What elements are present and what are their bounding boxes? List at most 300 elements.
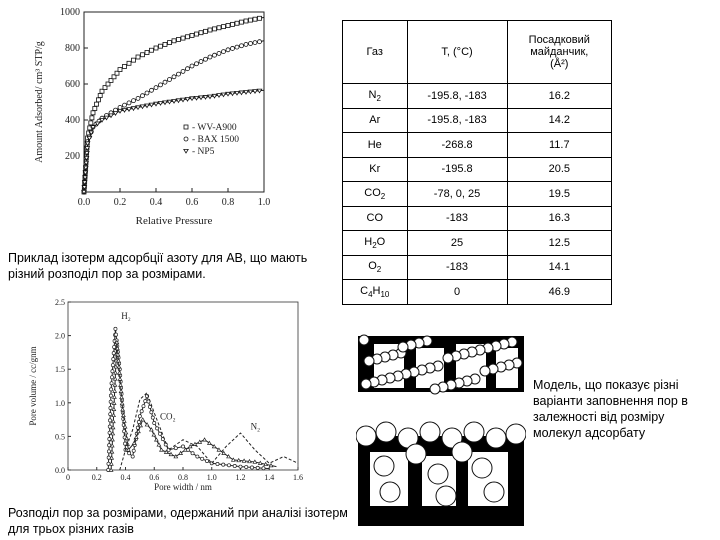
triangle-marker: [110, 456, 114, 459]
triangle-marker: [176, 99, 180, 103]
x-tick-label: 0.8: [221, 197, 235, 208]
cell-gas: Kr: [343, 157, 408, 182]
series-line: [84, 17, 264, 192]
triangle-marker: [237, 459, 241, 462]
x-tick-label: 0.4: [149, 197, 163, 208]
circle-marker: [114, 327, 117, 330]
square-marker: [253, 17, 257, 21]
triangle-marker: [163, 101, 167, 105]
triangle-marker: [155, 438, 159, 441]
triangle-marker: [212, 94, 216, 98]
square-marker: [240, 20, 244, 24]
triangle-marker: [221, 93, 225, 97]
large-molecule: [452, 442, 472, 462]
triangle-marker: [264, 462, 268, 465]
cell-temperature: -195.8, -183: [407, 108, 507, 133]
square-marker: [217, 26, 221, 30]
triangle-marker: [122, 109, 126, 113]
circle-marker: [156, 427, 159, 430]
cell-gas: $N_2$: [343, 84, 408, 109]
x-tick-label: 0.2: [91, 473, 102, 482]
small-molecule: [359, 335, 369, 345]
circle-marker: [190, 64, 194, 68]
triangle-marker: [217, 94, 221, 98]
square-marker: [159, 44, 163, 48]
circle-marker: [222, 463, 225, 466]
square-marker: [172, 39, 176, 43]
circle-marker: [150, 411, 153, 414]
large-molecule: [484, 482, 504, 502]
triangle-marker: [141, 418, 145, 421]
triangle-marker: [136, 106, 140, 110]
y-tick-label: 0.0: [55, 466, 65, 475]
circle-marker: [109, 413, 112, 416]
x-tick-label: 0.6: [185, 197, 199, 208]
square-marker: [199, 31, 203, 35]
square-marker: [235, 21, 239, 25]
triangle-marker: [181, 98, 185, 102]
circle-marker: [110, 388, 113, 391]
triangle-marker: [145, 104, 149, 108]
circle-marker: [142, 405, 145, 408]
circle-marker: [213, 53, 217, 57]
series-line: [111, 342, 276, 470]
cell-area: 16.2: [507, 84, 611, 109]
y-axis-label: Amount Adsorbed/ cm³ STP/g: [34, 41, 45, 163]
circle-marker: [181, 69, 185, 73]
triangle-marker: [111, 438, 115, 441]
triangle-marker: [118, 109, 122, 113]
square-marker: [89, 121, 93, 125]
cell-temperature: -268.8: [407, 133, 507, 158]
circle-marker: [108, 437, 111, 440]
circle-marker: [111, 364, 114, 367]
triangle-marker: [113, 112, 117, 116]
circle-marker: [240, 44, 244, 48]
y-tick-label: 1000: [60, 7, 80, 18]
table-row: [343, 255, 612, 280]
triangle-marker: [169, 453, 173, 456]
triangle-marker: [109, 114, 113, 118]
circle-marker: [216, 462, 219, 465]
circle-marker: [111, 370, 114, 373]
square-marker: [181, 36, 185, 40]
triangle-marker: [113, 377, 117, 380]
triangle-marker: [253, 90, 257, 94]
circle-marker: [181, 445, 184, 448]
circle-marker: [159, 83, 163, 87]
triangle-marker: [113, 395, 117, 398]
square-marker: [96, 98, 100, 102]
large-molecule: [406, 444, 426, 464]
table-row: [343, 108, 612, 133]
large-molecule: [506, 424, 526, 444]
cell-area: 16.3: [507, 206, 611, 231]
header-temperature: T, (°C): [407, 21, 507, 84]
header-area: [507, 21, 611, 84]
circle-marker: [163, 80, 167, 84]
circle-marker: [141, 94, 145, 98]
isotherm-caption: Приклад ізотерм адсорбції азоту для АВ, що мають різний розподіл пор за розмірами.: [8, 251, 308, 281]
x-tick-label: 0.6: [149, 473, 160, 482]
triangle-marker: [117, 365, 121, 368]
triangle-marker: [109, 468, 113, 471]
triangle-marker: [208, 95, 212, 99]
triangle-marker: [239, 91, 243, 95]
triangle-marker: [119, 389, 123, 392]
triangle-marker: [120, 396, 124, 399]
y-tick-label: 600: [65, 79, 80, 90]
circle-marker: [127, 101, 131, 105]
circle-marker: [245, 465, 248, 468]
triangle-marker: [198, 440, 202, 443]
circle-marker: [244, 42, 248, 46]
x-tick-label: 0.2: [113, 197, 127, 208]
triangle-marker: [188, 445, 192, 448]
triangle-marker: [111, 426, 115, 429]
cell-temperature: -78, 0, 25: [407, 182, 507, 207]
circle-marker: [112, 358, 115, 361]
cell-gas: $C_4H_{10}$: [343, 280, 408, 305]
triangle-marker: [158, 102, 162, 106]
circle-marker: [222, 50, 226, 54]
circle-marker: [110, 382, 113, 385]
header-area-label: Посадковий майданчик,: [528, 34, 590, 58]
triangle-marker: [248, 90, 252, 94]
circle-marker: [217, 51, 221, 55]
circle-marker: [123, 103, 127, 107]
square-marker: [118, 68, 122, 72]
triangle-marker: [258, 461, 262, 464]
circle-marker: [108, 419, 111, 422]
psd-series: [120, 393, 298, 470]
triangle-marker: [121, 408, 125, 411]
triangle-marker: [253, 460, 257, 463]
x-tick-label: 0.4: [120, 473, 131, 482]
series-annotation: N₂: [250, 421, 261, 432]
circle-marker: [227, 464, 230, 467]
triangle-marker: [154, 102, 158, 106]
square-marker: [222, 25, 226, 29]
circle-marker: [258, 40, 262, 44]
circle-marker: [226, 48, 230, 52]
square-marker: [168, 41, 172, 45]
y-tick-label: 2.5: [55, 298, 65, 307]
cell-area: 19.5: [507, 182, 611, 207]
cell-area: 14.2: [507, 108, 611, 133]
header-area-unit: (Å²): [550, 58, 569, 70]
square-marker: [132, 58, 136, 62]
table-row: [343, 231, 612, 256]
circle-marker: [233, 464, 236, 467]
square-marker: [190, 33, 194, 37]
circle-marker: [204, 57, 208, 61]
triangle-marker: [111, 432, 115, 435]
square-marker: [213, 27, 217, 31]
circle-marker: [205, 459, 208, 462]
small-molecule: [361, 379, 371, 389]
square-marker: [184, 125, 188, 129]
triangle-marker: [131, 107, 135, 111]
square-marker: [154, 46, 158, 50]
square-marker: [98, 94, 102, 98]
large-molecule: [374, 456, 394, 476]
psd-chart-svg: [20, 296, 310, 492]
table-row: [343, 206, 612, 231]
triangle-marker: [118, 377, 122, 380]
y-tick-label: 1.0: [55, 398, 65, 408]
x-tick-label: 1.4: [264, 473, 275, 482]
table-row: [343, 133, 612, 158]
triangle-marker: [199, 96, 203, 100]
pore-model-illustration: [356, 334, 526, 530]
isotherm-chart: [20, 4, 282, 244]
circle-marker: [148, 405, 151, 408]
cell-temperature: -195.8: [407, 157, 507, 182]
circle-marker: [158, 432, 161, 435]
square-marker: [90, 116, 94, 120]
square-marker: [244, 19, 248, 23]
triangle-marker: [127, 108, 131, 112]
square-marker: [231, 22, 235, 26]
legend-label: - WV-A900: [192, 123, 237, 133]
square-marker: [136, 55, 140, 59]
y-tick-label: 800: [65, 43, 80, 54]
small-molecule: [364, 356, 374, 366]
cell-temperature: -183: [407, 206, 507, 231]
series-line: [120, 393, 298, 470]
triangle-marker: [226, 92, 230, 96]
triangle-marker: [112, 407, 116, 410]
x-axis-label: Relative Pressure: [135, 215, 213, 227]
y-tick-label: 400: [65, 115, 80, 126]
cell-temperature: -195.8, -183: [407, 84, 507, 109]
x-tick-label: 0.8: [178, 473, 188, 482]
triangle-marker: [190, 97, 194, 101]
y-tick-label: 0.5: [55, 432, 65, 442]
circle-marker: [108, 444, 111, 447]
square-marker: [91, 111, 95, 115]
cell-area: 12.5: [507, 231, 611, 256]
large-molecule: [356, 426, 376, 446]
triangle-marker: [172, 100, 176, 104]
circle-marker: [172, 75, 176, 79]
circle-marker: [137, 420, 140, 423]
circle-marker: [239, 465, 242, 468]
triangle-marker: [112, 401, 116, 404]
triangle-marker: [203, 438, 207, 441]
large-molecule: [380, 482, 400, 502]
large-molecule: [486, 428, 506, 448]
square-marker: [177, 37, 181, 41]
square-marker: [204, 29, 208, 33]
triangle-marker: [120, 402, 124, 405]
cell-gas: $H_2O$: [343, 231, 408, 256]
triangle-marker: [112, 420, 116, 423]
triangle-marker: [140, 105, 144, 109]
square-marker: [93, 106, 97, 110]
circle-marker: [174, 447, 177, 450]
circle-marker: [250, 466, 253, 469]
circle-marker: [256, 466, 259, 469]
circle-marker: [145, 91, 149, 95]
triangle-marker: [160, 448, 164, 451]
circle-marker: [132, 99, 136, 103]
triangle-marker: [117, 359, 121, 362]
circle-marker: [196, 455, 199, 458]
circle-marker: [110, 376, 113, 379]
y-axis-label: Pore volume / cc/gnm: [28, 346, 38, 426]
square-marker: [208, 28, 212, 32]
triangle-marker: [244, 91, 248, 95]
circle-marker: [118, 105, 122, 109]
circle-marker: [168, 78, 172, 82]
legend-label: - NP5: [192, 147, 215, 157]
large-molecule: [464, 422, 484, 442]
large-molecule: [428, 464, 448, 484]
circle-marker: [177, 72, 181, 76]
cell-area: 11.7: [507, 133, 611, 158]
circle-marker: [154, 86, 158, 90]
psd-series: [107, 327, 270, 471]
triangle-marker: [110, 462, 114, 465]
circle-marker: [186, 67, 190, 71]
circle-marker: [231, 46, 235, 50]
triangle-marker: [248, 460, 252, 463]
series-annotation: H₂: [121, 310, 131, 321]
circle-marker: [150, 88, 154, 92]
triangle-marker: [152, 433, 156, 436]
circle-marker: [235, 45, 239, 49]
large-molecule: [376, 422, 396, 442]
square-marker: [150, 48, 154, 52]
circle-marker: [113, 345, 116, 348]
circle-marker: [132, 449, 135, 452]
circle-marker: [249, 42, 253, 46]
large-molecule: [420, 422, 440, 442]
triangle-marker: [113, 389, 117, 392]
cell-temperature: 0: [407, 280, 507, 305]
triangle-marker: [257, 89, 261, 93]
gas-properties-table: [342, 20, 612, 305]
square-marker: [195, 32, 199, 36]
y-tick-label: 2.0: [55, 331, 65, 341]
large-molecule: [472, 458, 492, 478]
cell-gas: $CO_2$: [343, 182, 408, 207]
circle-marker: [262, 467, 265, 470]
triangle-marker: [157, 443, 161, 446]
cell-area: 20.5: [507, 157, 611, 182]
triangle-marker: [203, 95, 207, 99]
table-row: [343, 84, 612, 109]
triangle-marker: [139, 424, 143, 427]
cell-temperature: -183: [407, 255, 507, 280]
x-tick-label: 1.0: [206, 473, 217, 482]
cell-gas: CO: [343, 206, 408, 231]
circle-marker: [109, 400, 112, 403]
circle-marker: [184, 137, 188, 141]
cell-temperature: 25: [407, 231, 507, 256]
square-marker: [141, 53, 145, 57]
small-molecule: [398, 342, 408, 352]
triangle-marker: [110, 450, 114, 453]
cell-gas: He: [343, 133, 408, 158]
isotherm-chart-svg: [20, 4, 282, 244]
cell-area: 46.9: [507, 280, 611, 305]
x-tick-label: 1.2: [235, 473, 246, 482]
pore-model-svg: [356, 334, 526, 530]
circle-marker: [108, 425, 111, 428]
circle-marker: [127, 452, 130, 455]
header-gas: Газ: [343, 21, 408, 84]
circle-marker: [153, 421, 156, 424]
square-marker: [145, 51, 149, 55]
square-marker: [186, 35, 190, 39]
square-marker: [249, 18, 253, 22]
series-square: [82, 16, 264, 194]
psd-caption: Розподіл пор за розмірами, одержаний при аналізі ізотерм для трьох різних газів: [8, 506, 348, 536]
table-row: [343, 280, 612, 305]
circle-marker: [112, 351, 115, 354]
circle-marker: [195, 62, 199, 66]
cell-area: 14.1: [507, 255, 611, 280]
triangle-marker: [134, 435, 138, 438]
triangle-marker: [112, 413, 116, 416]
triangle-marker: [194, 96, 198, 100]
triangle-marker: [110, 444, 114, 447]
psd-chart: [20, 296, 310, 492]
triangle-marker: [184, 149, 188, 153]
triangle-marker: [230, 92, 234, 96]
small-molecule: [480, 366, 490, 376]
triangle-marker: [118, 371, 122, 374]
triangle-marker: [235, 91, 239, 95]
square-marker: [258, 16, 262, 20]
cell-gas: Ar: [343, 108, 408, 133]
legend-label: - BAX 1500: [192, 135, 239, 145]
circle-marker: [109, 406, 112, 409]
square-marker: [95, 102, 99, 106]
circle-marker: [136, 96, 140, 100]
square-marker: [127, 61, 131, 65]
table-row: [343, 182, 612, 207]
pore-model-caption: Модель, що показує різні варіанти заповнення пор в залежності від розміру молекул адсорбату: [533, 378, 688, 440]
circle-marker: [138, 415, 141, 418]
x-axis-label: Pore width / nm: [154, 482, 212, 492]
circle-marker: [131, 455, 134, 458]
circle-marker: [109, 394, 112, 397]
circle-marker: [199, 60, 203, 64]
triangle-marker: [104, 116, 108, 120]
circle-marker: [151, 416, 154, 419]
triangle-marker: [149, 103, 153, 107]
y-tick-label: 1.5: [55, 365, 65, 375]
circle-marker: [144, 400, 147, 403]
triangle-marker: [119, 383, 123, 386]
triangle-marker: [269, 464, 273, 467]
circle-marker: [108, 431, 111, 434]
square-marker: [123, 64, 127, 68]
triangle-marker: [185, 97, 189, 101]
circle-marker: [107, 450, 110, 453]
x-tick-label: 0.0: [77, 197, 91, 208]
triangle-marker: [113, 383, 117, 386]
x-tick-label: 1.0: [257, 197, 271, 208]
cell-gas: $O_2$: [343, 255, 408, 280]
circle-marker: [253, 41, 257, 45]
series-annotation: CO₂: [160, 411, 176, 422]
triangle-marker: [242, 459, 246, 462]
